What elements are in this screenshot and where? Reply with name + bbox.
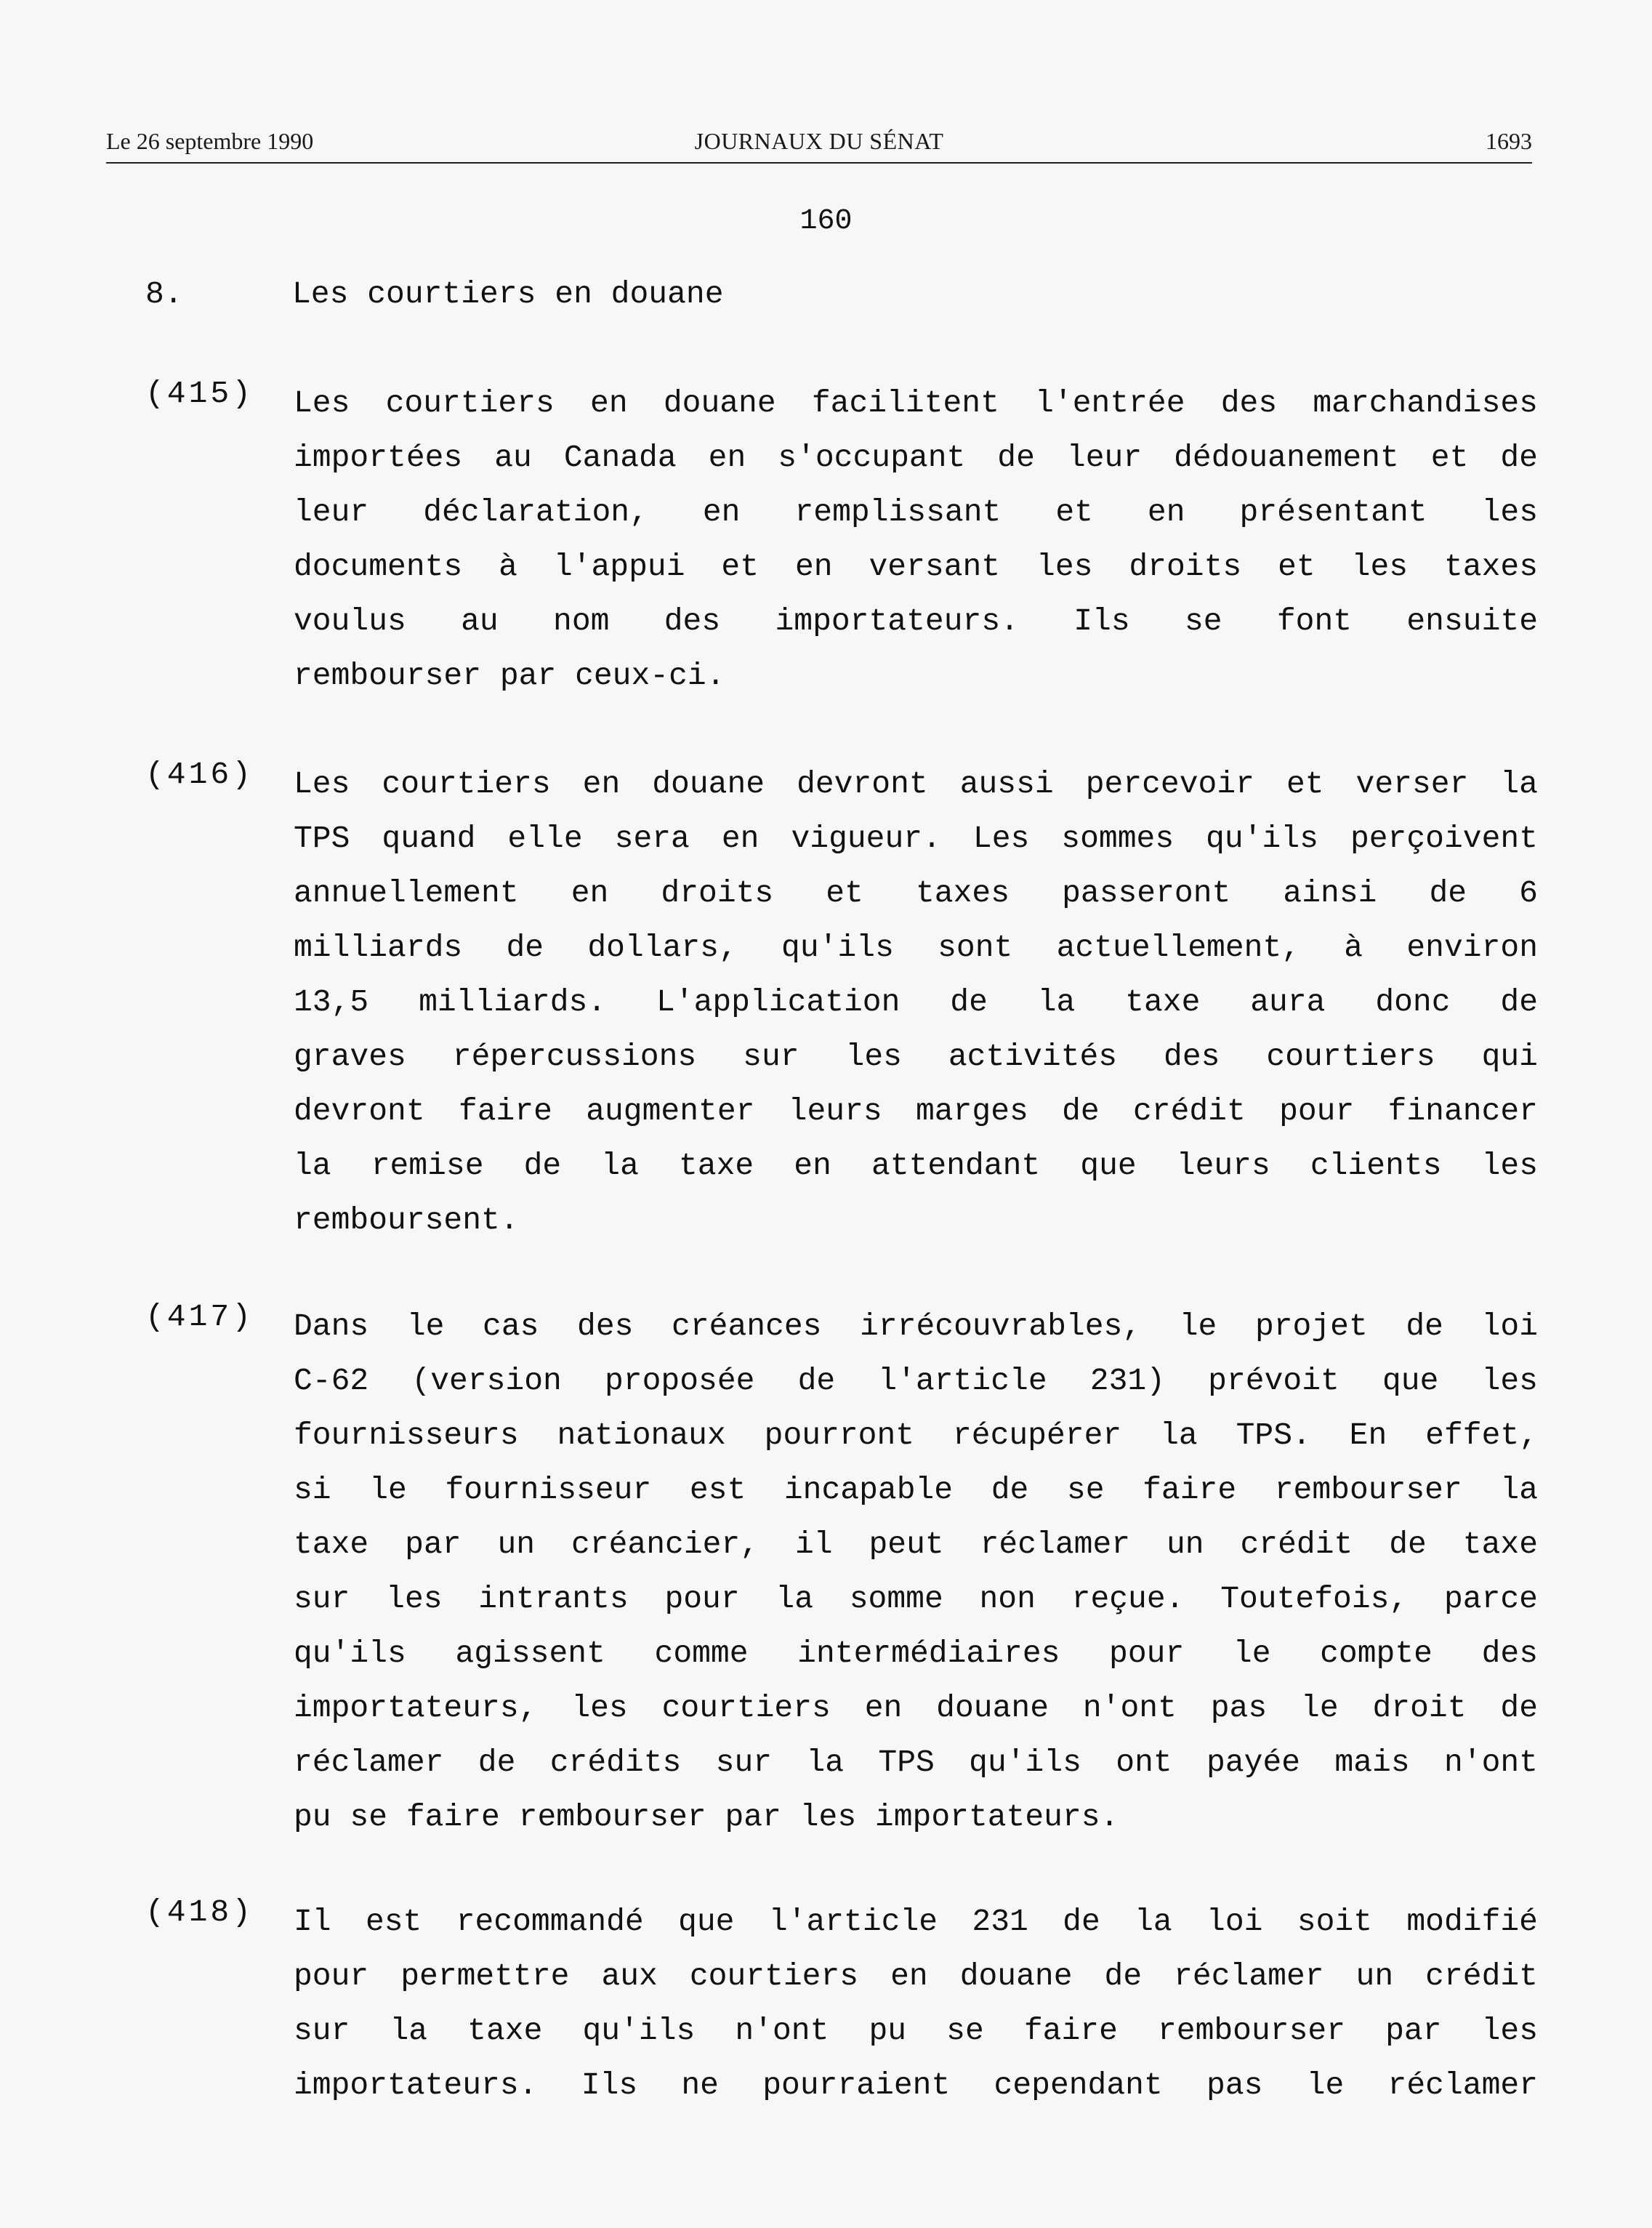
paragraph-text [294, 1894, 1538, 2112]
paragraph-number: (418) [145, 1894, 254, 1930]
text-line: si le fournisseur est incapable de se faire rembourser la [294, 1472, 1538, 1508]
header-journal-title: JOURNAUX DU SÉNAT [694, 128, 944, 154]
paragraph-text [294, 1299, 1538, 1844]
paragraph-text [294, 376, 1538, 703]
paragraph-number: (417) [145, 1299, 254, 1335]
text-line: Les courtiers en douane devront aussi percevoir et verser la [294, 766, 1538, 802]
text-line: graves répercussions sur les activités des courtiers qui [294, 1039, 1538, 1074]
text-line: documents à l'appui et en versant les droits et les taxes [294, 549, 1538, 584]
text-line: TPS quand elle sera en vigueur. Les sommes qu'ils perçoivent [294, 821, 1538, 856]
text-line: importées au Canada en s'occupant de leur dédouanement et de [294, 440, 1538, 475]
text-line: la remise de la taxe en attendant que leurs clients les [294, 1148, 1538, 1183]
running-header [106, 128, 1532, 164]
section-number: 8. [145, 276, 183, 312]
text-line: devront faire augmenter leurs marges de crédit pour financer [294, 1093, 1538, 1129]
text-line: leur déclaration, en remplissant et en présentant les [294, 494, 1538, 530]
text-line: Dans le cas des créances irrécouvrables, le projet de loi [294, 1308, 1538, 1344]
text-line: milliards de dollars, qu'ils sont actuellement, à environ [294, 930, 1538, 965]
report-page-number: 160 [799, 205, 853, 238]
text-line: pour permettre aux courtiers en douane de réclamer un crédit [294, 1958, 1538, 1994]
text-line: importateurs, les courtiers en douane n'ont pas le droit de [294, 1690, 1538, 1726]
text-line: rembourser par ceux-ci. [294, 658, 725, 693]
header-date: Le 26 septembre 1990 [106, 128, 314, 154]
text-line: C-62 (version proposée de l'article 231) prévoit que les [294, 1363, 1538, 1399]
text-line: annuellement en droits et taxes passeront ainsi de 6 [294, 875, 1538, 911]
text-line: 13,5 milliards. L'application de la taxe aura donc de [294, 984, 1538, 1020]
text-line: Les courtiers en douane facilitent l'entrée des marchandises [294, 385, 1538, 421]
text-line: sur les intrants pour la somme non reçue. Toutefois, parce [294, 1581, 1538, 1617]
text-line: importateurs. Ils ne pourraient cependant pas le réclamer [294, 2067, 1538, 2103]
header-page-number: 1693 [1486, 128, 1532, 154]
text-line: sur la taxe qu'ils n'ont pu se faire rembourser par les [294, 2013, 1538, 2048]
text-line: qu'ils agissent comme intermédiaires pour le compte des [294, 1636, 1538, 1671]
header-rule [106, 162, 1532, 164]
text-line: voulus au nom des importateurs. Ils se font ensuite [294, 603, 1538, 639]
text-line: pu se faire rembourser par les importateurs. [294, 1799, 1119, 1835]
paragraph-text [294, 757, 1538, 1247]
text-line: réclamer de crédits sur la TPS qu'ils ont payée mais n'ont [294, 1745, 1538, 1780]
text-line: fournisseurs nationaux pourront récupérer la TPS. En effet, [294, 1417, 1538, 1453]
paragraph-number: (415) [145, 376, 254, 411]
text-line: taxe par un créancier, il peut réclamer un crédit de taxe [294, 1527, 1538, 1562]
paragraph-number: (416) [145, 757, 254, 792]
text-line: remboursent. [294, 1202, 519, 1238]
section-title: Les courtiers en douane [292, 276, 724, 312]
text-line: Il est recommandé que l'article 231 de la loi soit modifié [294, 1904, 1538, 1939]
